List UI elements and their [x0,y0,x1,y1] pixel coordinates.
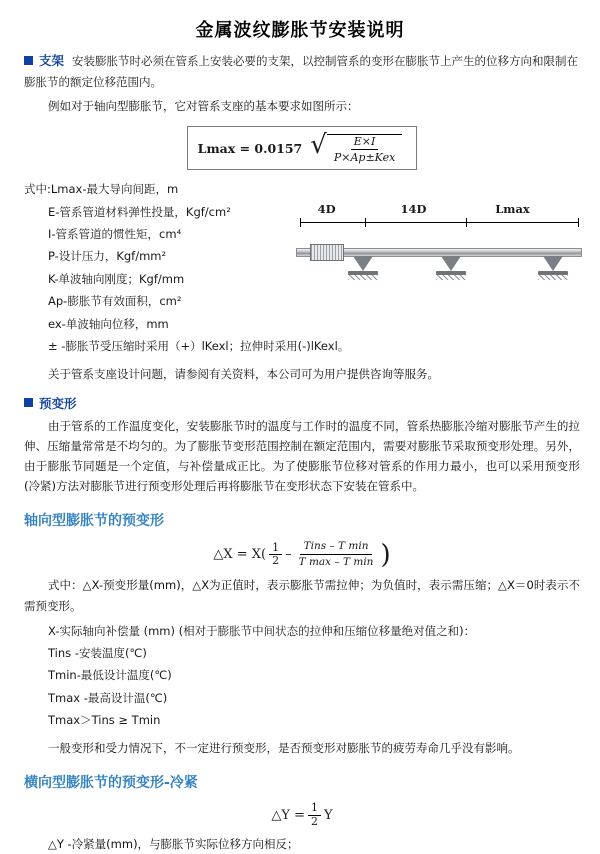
radical-sign-icon: √ [310,130,327,161]
formula-lmax-expression [198,132,403,164]
note-item: Tmin-最低设计温度(℃) [48,668,172,683]
section-bracket-heading-row [24,50,580,92]
section-bracket-para1: 安装膨胀节时必须在管系上安装必要的支架，以控制管系的变形在膨胀节上产生的位移方向和限制在膨胀节的额定位移范围内。 [24,54,579,89]
formula-lmax-denominator: P×Ap±Kex [333,151,396,165]
formula-lmax-fraction [327,134,402,164]
note-item: X-实际轴向补偿量 (mm) (相对于膨胀节中间状态的拉伸和压缩位移量绝对值之和)： [48,623,476,638]
bellows-expansion-joint [310,244,344,261]
support-hatching [348,275,378,280]
radical-group [310,132,402,164]
equation-axial-half [269,542,282,568]
figure-labels [288,202,584,218]
fraction-numerator: Tins – T min [300,540,373,555]
half-numerator: 1 [269,542,282,556]
figure-label-14d: 14D [400,202,427,216]
section-predeform-heading [24,394,580,412]
support-hatching [538,275,568,280]
figure-label-lmax: Lmax [495,202,530,216]
figure-dimension-rules [288,218,584,228]
formula-lmax-box [187,126,418,170]
support-triangle-icon [441,256,461,271]
note-item: Tins -安装温度(℃) [48,646,147,661]
formula-lmax [24,126,580,170]
formula-lmax-lhs: Lmax = 0.0157 [197,140,303,156]
section-bracket-heading: 支架 [39,53,65,68]
note-item: Tmax＞Tins ≥ Tmin [48,713,161,728]
variable-item: 式中:Lmax-最大导向间距，m [24,182,179,197]
note-item: Tmax -最高设计温(℃) [48,690,168,705]
figure-pipe-supports [288,202,584,292]
section-predeform-para1: 由于管系的工作温度变化，安装膨胀节时的温度与工作时的温度不同，管系热膨胀冷缩对膨胀节产生的拉伸、压缩量常常是不均匀的。为了膨胀节变形范围控制在额定范围内，需要对膨胀节采取预变形处理。另外，由于膨胀节同题是一个定值，与补偿量成正比。为了使膨胀节位移对管系的作用力最小，也可以采用预变形(冷紧)方法对膨胀节进行预变形处理后再将膨胀节在变形状态下安装在管系中。 [24,418,580,493]
figure-label-4d: 4D [317,202,336,216]
document-page [0,16,600,852]
half-denominator: 2 [311,814,318,828]
figure-pipe-area [288,230,584,292]
pipe-support [538,256,568,280]
equation-axial-rhs-paren: ) [380,539,391,570]
page-title: 金属波纹膨胀节安装说明 [195,20,405,41]
variable-item: ex-单波轴向位移，mm [48,316,169,331]
equation-axial-inner [213,540,390,569]
support-triangle-icon [543,256,563,271]
subsection-lateral-heading: 横向型膨胀节的预变形-冷紧 [24,774,198,791]
equation-axial-minus: – [285,547,292,563]
support-hatching [436,275,466,280]
dimension-tick [578,218,579,227]
half-numerator: 1 [308,802,321,816]
dimension-segment-14d [365,222,466,223]
axial-explain: 式中：△X-预变形量(mm)，△X为正值时，表示膨胀节需拉伸；为负值时，表示需压缩；△X＝0时表示不需预变形。 [24,578,580,613]
subsection-axial-heading: 轴向型膨胀节的预变形 [24,513,164,530]
dimension-segment-lmax [466,222,578,223]
formula-lmax-numerator: E×I [351,135,379,150]
axial-tail: 一般变形和受力情况下，不一定进行预变形，是否预变形对膨胀节的疲劳寿命几乎没有影响。 [48,740,520,755]
dimension-segment-4d [300,222,365,223]
equation-axial-fraction [295,540,378,569]
blue-square-bullet-icon [24,56,33,65]
equation-axial-lhs: △X = X( [213,547,267,563]
section-predeform-heading-label: 预变形 [39,395,77,411]
equation-lateral-rhs: Y [324,807,333,823]
document-body [0,50,600,854]
variable-item: K-单波轴向刚度；Kgf/mm [48,271,185,286]
pipe-support [436,256,466,280]
consult-paragraph: 关于管系支座设计问题，请参阅有关资料，本公司可为用户提供咨询等服务。 [48,366,439,381]
support-triangle-icon [353,256,373,271]
variable-item: Ap-膨胀节有效面积，cm² [48,294,182,309]
lateral-explain: △Y -冷紧量(mm)，与膨胀节实际位移方向相反； [48,837,299,852]
section-bracket-para2: 例如对于轴向型膨胀节，它对管系支座的基本要求如图所示： [48,99,359,113]
equation-lateral-half [308,802,321,828]
variable-item: P-设计压力，Kgf/mm² [48,249,167,264]
variable-item: ± -膨胀节受压缩时采用（+）lKexl；拉伸时采用(-)lKexl。 [48,339,350,354]
blue-square-bullet-icon [24,398,33,407]
fraction-denominator: T max – T min [298,556,374,569]
equation-lateral-inner [271,802,332,828]
equation-lateral [24,802,580,828]
pipe-support [348,256,378,280]
axial-notes-list [24,620,580,732]
equation-lateral-lhs: △Y = [271,807,305,823]
variable-item: I-管系管道的惯性矩，cm⁴ [48,226,182,241]
half-denominator: 2 [272,554,280,568]
variable-item: E-管系管道材料弹性投量，Kgf/cm² [48,204,231,219]
equation-axial [24,540,580,569]
